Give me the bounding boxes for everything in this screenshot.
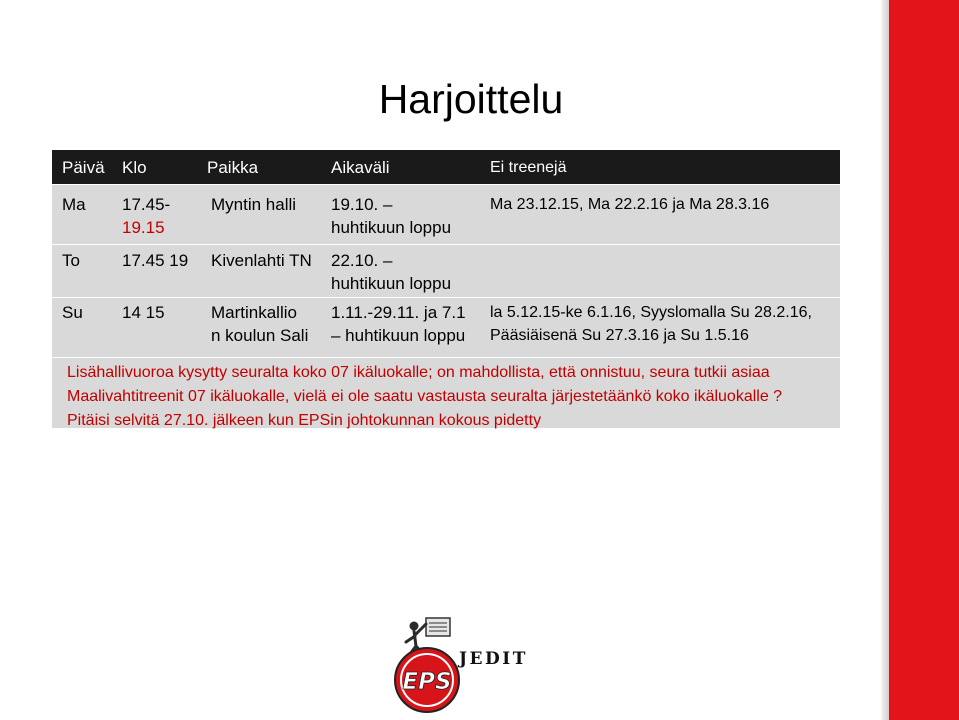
table-row <box>52 185 840 245</box>
training-table <box>52 150 840 428</box>
cell-text: – huhtikuun loppu <box>331 326 466 345</box>
cell-period <box>322 249 480 297</box>
cell-text: 17.45 19 <box>122 251 189 270</box>
cell-time <box>112 249 200 297</box>
cell-day <box>52 301 112 357</box>
cell-text: huhtikuun loppu <box>331 218 452 237</box>
header-no-training: Ei treenejä <box>490 158 567 176</box>
header-period: Aikaväli <box>331 157 390 177</box>
note-extra-hall-time: Lisähallivuoroa kysytty seuralta koko 07 ikäluokalle; on mahdollista, että onnistuu, seura tutkii asiaa <box>67 364 770 381</box>
table-notes-row <box>52 358 840 428</box>
cell-text: Pääsiäisenä Su 27.3.16 ja Su 1.5.16 <box>490 327 749 344</box>
cell-place <box>200 301 322 357</box>
cell-day <box>52 193 112 244</box>
cell-text: huhtikuun loppu <box>331 274 452 293</box>
cell-no-training <box>480 193 840 244</box>
logo-figure-head <box>410 622 419 631</box>
header-day: Päivä <box>62 157 105 177</box>
cell-text: Martinkallio <box>211 303 297 322</box>
cell-text: la 5.12.15-ke 6.1.16, Syyslomalla Su 28.2.16, <box>490 304 812 321</box>
cell-text: 22.10. – <box>331 251 393 270</box>
cell-text: n koulun Sali <box>211 326 309 345</box>
side-bar-red <box>889 0 959 720</box>
cell-text-highlight: 19.15 <box>122 218 165 237</box>
header-time: Klo <box>122 157 147 177</box>
table-row <box>52 298 840 358</box>
cell-time <box>112 301 200 357</box>
cell-time <box>112 193 200 244</box>
cell-text: Su <box>62 303 83 322</box>
cell-no-training <box>480 301 840 357</box>
cell-text: 17.45- <box>122 195 171 214</box>
cell-text: Myntin halli <box>211 195 297 214</box>
side-bar-strip <box>881 0 889 720</box>
logo-wordmark: JEDIT <box>459 649 528 669</box>
cell-text: 1.11.-29.11. ja 7.1 <box>331 303 466 322</box>
table-header-row <box>52 150 840 185</box>
note-decision-date: Pitäisi selvitä 27.10. jälkeen kun EPSin johtokunnan kokous pidetty <box>67 412 542 429</box>
cell-text: 14 15 <box>122 303 165 322</box>
cell-period <box>322 193 480 244</box>
cell-no-training-empty <box>480 249 840 297</box>
cell-text: Ma 23.12.15, Ma 22.2.16 ja Ma 28.3.16 <box>490 196 770 213</box>
cell-place <box>200 249 322 297</box>
cell-text: Kivenlahti TN <box>211 251 312 270</box>
cell-text: To <box>62 251 80 270</box>
table-row <box>52 245 840 298</box>
note-goalkeeper-training: Maalivahtitreenit 07 ikäluokalle, vielä ei ole saatu vastausta seuralta järjestetäänkö koko ikäluokalle ? <box>67 388 783 405</box>
cell-text: Ma <box>62 195 86 214</box>
cell-day <box>52 249 112 297</box>
eps-club-logo-icon <box>393 612 538 717</box>
cell-text: 19.10. – <box>331 195 393 214</box>
cell-place <box>200 193 322 244</box>
slide-title: Harjoittelu <box>378 76 564 122</box>
logo-letters: EPS <box>402 669 452 695</box>
cell-period <box>322 301 480 357</box>
header-place: Paikka <box>207 157 259 177</box>
